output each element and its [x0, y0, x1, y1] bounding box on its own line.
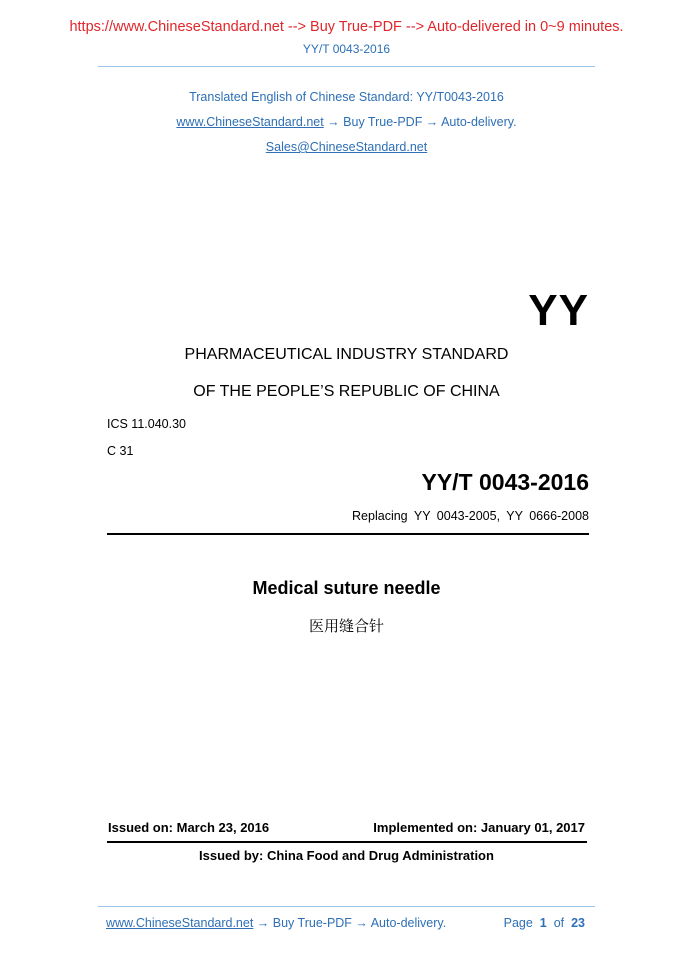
header-divider — [98, 66, 595, 67]
site-link[interactable]: www.ChineseStandard.net — [176, 115, 324, 129]
issue-divider — [107, 841, 587, 843]
top-banner[interactable]: https://www.ChineseStandard.net --> Buy True-PDF --> Auto-delivered in 0~9 minutes. — [69, 19, 624, 35]
replacing-note: Replacing YY 0043-2005, YY 0666-2008 — [352, 509, 589, 523]
page-label: Page — [503, 916, 533, 930]
page-of: of — [553, 916, 565, 930]
sales-email-link[interactable]: Sales@ChineseStandard.net — [265, 140, 428, 154]
header-standard-code: YY/T 0043-2016 — [302, 42, 391, 56]
standard-number: YY/T 0043-2016 — [421, 469, 589, 495]
page-total: 23 — [571, 916, 585, 930]
implemented-on-date: Implemented on: January 01, 2017 — [373, 820, 585, 835]
footer-site-line — [106, 916, 446, 930]
title-divider — [107, 533, 589, 535]
sales-line — [0, 140, 693, 154]
site-line — [0, 115, 693, 129]
industry-title-line2: OF THE PEOPLE’S REPUBLIC OF CHINA — [193, 383, 500, 400]
standard-logo-code: YY — [528, 286, 589, 335]
page-current: 1 — [539, 916, 547, 930]
site-line-rest: → Buy True-PDF → Auto-delivery. — [323, 115, 517, 129]
footer-divider — [98, 906, 595, 907]
document-title: Medical suture needle — [252, 578, 441, 598]
footer-site-rest: → Buy True-PDF → Auto-delivery. — [253, 916, 447, 930]
ccs-code: C 31 — [107, 444, 134, 458]
industry-title-line1: PHARMACEUTICAL INDUSTRY STANDARD — [184, 346, 509, 363]
issued-by: Issued by: China Food and Drug Administration — [199, 848, 494, 863]
ics-code: ICS 11.040.30 — [107, 417, 186, 431]
document-title-chinese: 医用缝合针 — [308, 617, 384, 635]
footer-site-link[interactable]: www.ChineseStandard.net — [106, 916, 254, 930]
translated-notice: Translated English of Chinese Standard: YY/T0043-2016 — [189, 90, 504, 104]
issued-on-date: Issued on: March 23, 2016 — [108, 820, 270, 835]
page-number — [504, 916, 585, 930]
